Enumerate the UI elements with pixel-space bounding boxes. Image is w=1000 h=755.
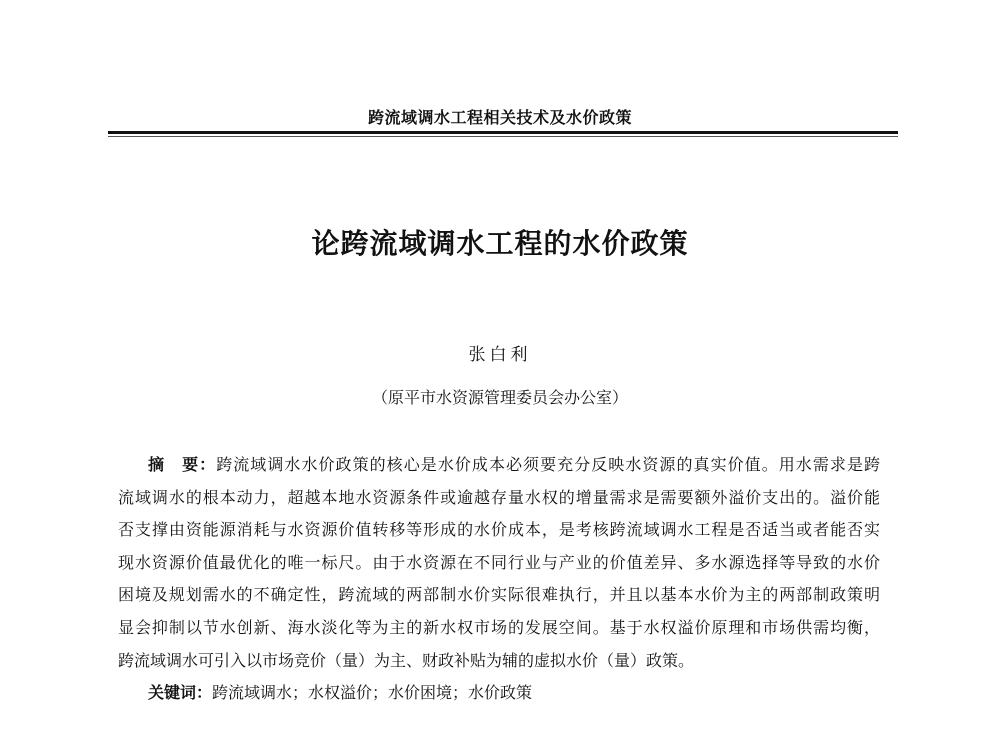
abstract-line: 否支撑由资能源消耗与水资源价值转移等形成的水价成本，是考核跨流域调水工程是否适当或者能否实 <box>118 520 880 540</box>
abstract-text: 跨流域调水水价政策的核心是水价成本必须要充分反映水资源的真实价值。用水需求是跨 <box>216 455 880 474</box>
abstract-label: 摘 要： <box>148 455 217 474</box>
header-rule-thin <box>108 136 898 137</box>
abstract-line <box>118 452 880 485</box>
keywords-text: 跨流域调水；水权溢价；水价困境；水价政策 <box>212 683 533 702</box>
abstract-line: 困境及规划需水的不确定性，跨流域的两部制水价实际很难执行，并且以基本水价为主的两部制政策明 <box>118 585 880 605</box>
article-title: 论跨流域调水工程的水价政策 <box>311 227 689 260</box>
abstract <box>118 452 880 680</box>
header-rule <box>108 131 898 134</box>
keywords <box>148 680 532 703</box>
abstract-line: 显会抑制以节水创新、海水淡化等为主的新水权市场的发展空间。基于水权溢价原理和市场供需均衡， <box>118 617 880 637</box>
abstract-line: 跨流域调水可引入以市场竞价（量）为主、财政补贴为辅的虚拟水价（量）政策。 <box>118 650 695 670</box>
abstract-line: 流域调水的根本动力，超越本地水资源条件或逾越存量水权的增量需求是需要额外溢价支出的。溢价能 <box>118 487 880 507</box>
keywords-label: 关键词： <box>148 683 213 702</box>
abstract-line: 现水资源价值最优化的唯一标尺。由于水资源在不同行业与产业的价值差异、多水源选择等导致的水价 <box>118 552 880 572</box>
author: 张白利 <box>468 345 532 365</box>
running-head: 跨流域调水工程相关技术及水价政策 <box>367 108 632 127</box>
affiliation: （原平市水资源管理委员会办公室） <box>371 388 628 407</box>
